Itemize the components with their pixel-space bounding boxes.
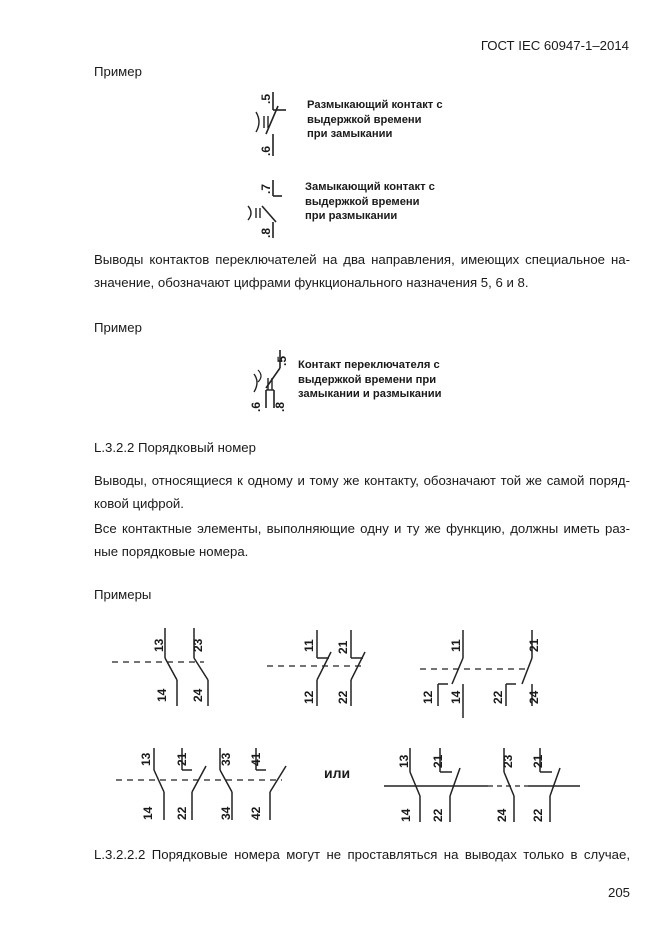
contact-diagram-5 [380,740,585,830]
or-separator: или [324,765,351,781]
body-paragraph: Выводы контактов переключателей на два направления, имеющих специальное на- значение, обозначают цифрами функционального назначения 5, 6 и 8. [94,252,630,290]
terminal-label: .5 [259,93,273,104]
examples-label: Примеры [94,587,152,602]
terminal-label: 14 [399,808,413,822]
terminal-label: 11 [302,639,316,652]
terminal-label: 22 [336,690,350,704]
terminal-label: 22 [431,808,445,822]
symbol-caption: Контакт переключателя с выдержкой времени при замыкании и размыкании [298,359,442,400]
terminal-label: 13 [397,754,411,768]
terminal-label: 22 [531,808,545,822]
contact-diagram-2 [265,624,380,714]
contact-diagram-4 [110,740,300,830]
body-paragraph: L.3.2.2.2 Порядковые номера могут не проставляться на выводах только в случае, [94,847,630,862]
terminal-label: .5 [275,355,289,366]
terminal-label: 21 [531,754,545,768]
terminal-label: 24 [191,688,205,702]
document-header: ГОСТ IEC 60947-1–2014 [480,38,629,53]
terminal-label: 41 [249,752,263,766]
terminal-label: 42 [249,806,263,820]
terminal-label: 21 [175,752,189,766]
terminal-label: 33 [219,752,233,766]
terminal-label: 24 [495,808,509,822]
terminal-label: 23 [191,638,205,652]
page-number: 205 [607,885,630,900]
terminal-label: 14 [449,690,463,704]
terminal-label: 34 [219,806,233,820]
symbol-caption: Размыкающий контакт с выдержкой времени при замыкании [307,99,443,140]
terminal-label: 22 [491,690,505,704]
terminal-label: .8 [259,227,273,238]
nc-delay-contact-symbol [240,88,300,160]
changeover-delay-contact-symbol [244,346,300,416]
terminal-label: 22 [175,806,189,820]
symbol-caption: Замыкающий контакт с выдержкой времени при размыкании [305,181,435,222]
terminal-label: 21 [527,638,541,652]
body-paragraph: Выводы, относящиеся к одному и тому же контакту, обозначают той же самой поряд- ковой цифрой. [94,473,630,511]
section-heading: L.3.2.2 Порядковый номер [94,440,256,455]
example-label: Пример [94,320,142,335]
terminal-label: 11 [449,639,463,652]
terminal-label: .6 [249,401,263,412]
terminal-label: 14 [155,688,169,702]
terminal-label: 13 [139,752,153,766]
no-delay-contact-symbol [240,176,300,244]
terminal-label: 21 [336,640,350,654]
contact-diagram-1 [110,624,220,714]
terminal-label: 24 [527,690,541,704]
body-paragraph: Все контактные элементы, выполняющие одну и ту же функцию, должны иметь раз- ные порядковые номера. [94,521,630,559]
terminal-label: 23 [501,754,515,768]
terminal-label: 13 [152,638,166,652]
terminal-label: .7 [259,183,273,194]
example-label: Пример [94,64,142,79]
terminal-label: 21 [431,754,445,768]
terminal-label: .8 [273,401,287,412]
terminal-label: 12 [421,690,435,704]
terminal-label: 12 [302,690,316,704]
terminal-label: 14 [141,806,155,820]
contact-diagram-3 [418,624,548,720]
terminal-label: .6 [259,145,273,156]
